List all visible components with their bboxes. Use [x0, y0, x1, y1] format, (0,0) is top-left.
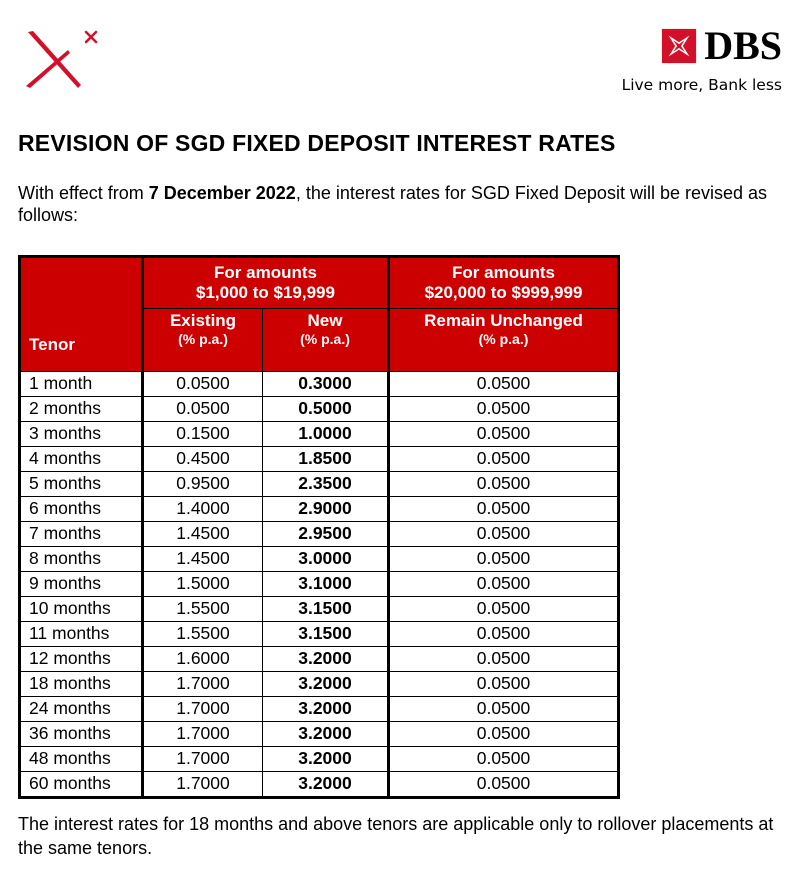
- group1-line1: For amounts: [214, 263, 317, 282]
- table-row: [20, 422, 619, 447]
- group2-line2: $20,000 to $999,999: [424, 283, 583, 302]
- existing-rate-cell: 1.7000: [143, 722, 263, 747]
- unchanged-rate-cell: 0.0500: [389, 372, 619, 397]
- table-row: [20, 747, 619, 772]
- tenor-cell: 48 months: [20, 747, 143, 772]
- tenor-cell: 24 months: [20, 697, 143, 722]
- existing-rate-cell: 0.1500: [143, 422, 263, 447]
- existing-rate-cell: 0.9500: [143, 472, 263, 497]
- unchanged-rate-cell: 0.0500: [389, 597, 619, 622]
- tenor-cell: 9 months: [20, 572, 143, 597]
- table-row: [20, 397, 619, 422]
- tenor-cell: 4 months: [20, 447, 143, 472]
- unchanged-rate-cell: 0.0500: [389, 697, 619, 722]
- unchanged-rate-cell: 0.0500: [389, 747, 619, 772]
- new-rate-cell: 1.0000: [263, 422, 389, 447]
- new-rate-cell: 2.9000: [263, 497, 389, 522]
- tenor-cell: 7 months: [20, 522, 143, 547]
- unchanged-header-label: Remain Unchanged: [424, 311, 583, 330]
- existing-rate-cell: 1.7000: [143, 772, 263, 798]
- unchanged-rate-cell: 0.0500: [389, 722, 619, 747]
- table-row: [20, 572, 619, 597]
- interest-rate-table: [18, 255, 620, 799]
- unchanged-rate-cell: 0.0500: [389, 547, 619, 572]
- unchanged-rate-cell: 0.0500: [389, 422, 619, 447]
- existing-rate-cell: 1.4500: [143, 547, 263, 572]
- new-header: [263, 309, 389, 372]
- existing-rate-cell: 1.4500: [143, 522, 263, 547]
- table-row: [20, 772, 619, 798]
- table-row: [20, 622, 619, 647]
- tenor-cell: 2 months: [20, 397, 143, 422]
- existing-rate-cell: 0.0500: [143, 397, 263, 422]
- new-rate-cell: 3.0000: [263, 547, 389, 572]
- intro-prefix: With effect from: [18, 183, 149, 203]
- tenor-cell: 8 months: [20, 547, 143, 572]
- unchanged-rate-cell: 0.0500: [389, 447, 619, 472]
- table-row: [20, 447, 619, 472]
- new-rate-cell: 3.2000: [263, 672, 389, 697]
- new-rate-cell: 3.2000: [263, 772, 389, 798]
- intro-suffix: , the interest rates for SGD Fixed Deposit will be revised as follows:: [18, 183, 768, 225]
- tenor-cell: 11 months: [20, 622, 143, 647]
- table-row: [20, 597, 619, 622]
- dbs-brand: [621, 23, 782, 94]
- existing-rate-cell: 1.4000: [143, 497, 263, 522]
- dbs-tagline: Live more, Bank less: [621, 76, 782, 94]
- tenor-header: Tenor: [20, 257, 143, 372]
- new-rate-cell: 2.3500: [263, 472, 389, 497]
- tenor-cell: 60 months: [20, 772, 143, 798]
- existing-unit: (% p.a.): [178, 331, 228, 347]
- existing-rate-cell: 1.7000: [143, 672, 263, 697]
- new-rate-cell: 3.2000: [263, 722, 389, 747]
- new-rate-cell: 3.2000: [263, 747, 389, 772]
- group-header-small-amounts: [143, 257, 389, 309]
- group2-line1: For amounts: [452, 263, 555, 282]
- unchanged-rate-cell: 0.0500: [389, 672, 619, 697]
- existing-rate-cell: 0.4500: [143, 447, 263, 472]
- existing-rate-cell: 1.5500: [143, 597, 263, 622]
- existing-rate-cell: 1.7000: [143, 747, 263, 772]
- effective-date: 7 December 2022: [148, 183, 296, 203]
- new-rate-cell: 0.5000: [263, 397, 389, 422]
- unchanged-rate-cell: 0.0500: [389, 647, 619, 672]
- unchanged-rate-cell: 0.0500: [389, 772, 619, 798]
- existing-header: [143, 309, 263, 372]
- new-rate-cell: 3.1000: [263, 572, 389, 597]
- unchanged-rate-cell: 0.0500: [389, 622, 619, 647]
- unchanged-unit: (% p.a.): [478, 331, 529, 347]
- footnote: The interest rates for 18 months and above tenors are applicable only to rollover placements at the same tenors.: [18, 814, 774, 858]
- tenor-cell: 36 months: [20, 722, 143, 747]
- tenor-cell: 10 months: [20, 597, 143, 622]
- page-title: REVISION OF SGD FIXED DEPOSIT INTEREST RATES: [18, 130, 616, 156]
- table-row: [20, 697, 619, 722]
- dbs-star-mark-icon: [660, 27, 698, 65]
- group1-line2: $1,000 to $19,999: [196, 283, 335, 302]
- existing-header-label: Existing: [169, 311, 237, 330]
- table-row: [20, 672, 619, 697]
- dbs-wordmark: DBS: [704, 23, 782, 68]
- tenor-cell: 3 months: [20, 422, 143, 447]
- existing-rate-cell: 1.5000: [143, 572, 263, 597]
- new-unit: (% p.a.): [300, 331, 350, 347]
- table-row: [20, 522, 619, 547]
- unchanged-rate-cell: 0.0500: [389, 572, 619, 597]
- dbs-logo: [622, 23, 782, 68]
- existing-rate-cell: 1.7000: [143, 697, 263, 722]
- new-rate-cell: 3.2000: [263, 647, 389, 672]
- table-row: [20, 647, 619, 672]
- tenor-cell: 1 month: [20, 372, 143, 397]
- table-row: [20, 497, 619, 522]
- unchanged-rate-cell: 0.0500: [389, 497, 619, 522]
- unchanged-header: [389, 309, 619, 372]
- new-rate-cell: 2.9500: [263, 522, 389, 547]
- table-row: [20, 547, 619, 572]
- new-rate-cell: 3.1500: [263, 597, 389, 622]
- dbs-x-logo-icon: [20, 26, 104, 92]
- table-row: [20, 472, 619, 497]
- tenor-cell: 6 months: [20, 497, 143, 522]
- intro-paragraph: [18, 182, 778, 226]
- existing-rate-cell: 1.5500: [143, 622, 263, 647]
- new-header-label: New: [307, 311, 343, 330]
- rate-rows: [20, 372, 619, 798]
- unchanged-rate-cell: 0.0500: [389, 397, 619, 422]
- group-header-large-amounts: [389, 257, 619, 309]
- unchanged-rate-cell: 0.0500: [389, 522, 619, 547]
- tenor-cell: 5 months: [20, 472, 143, 497]
- existing-rate-cell: 1.6000: [143, 647, 263, 672]
- unchanged-rate-cell: 0.0500: [389, 472, 619, 497]
- tenor-cell: 18 months: [20, 672, 143, 697]
- new-rate-cell: 3.1500: [263, 622, 389, 647]
- existing-rate-cell: 0.0500: [143, 372, 263, 397]
- new-rate-cell: 3.2000: [263, 697, 389, 722]
- table-row: [20, 372, 619, 397]
- new-rate-cell: 1.8500: [263, 447, 389, 472]
- table-row: [20, 722, 619, 747]
- new-rate-cell: 0.3000: [263, 372, 389, 397]
- tenor-cell: 12 months: [20, 647, 143, 672]
